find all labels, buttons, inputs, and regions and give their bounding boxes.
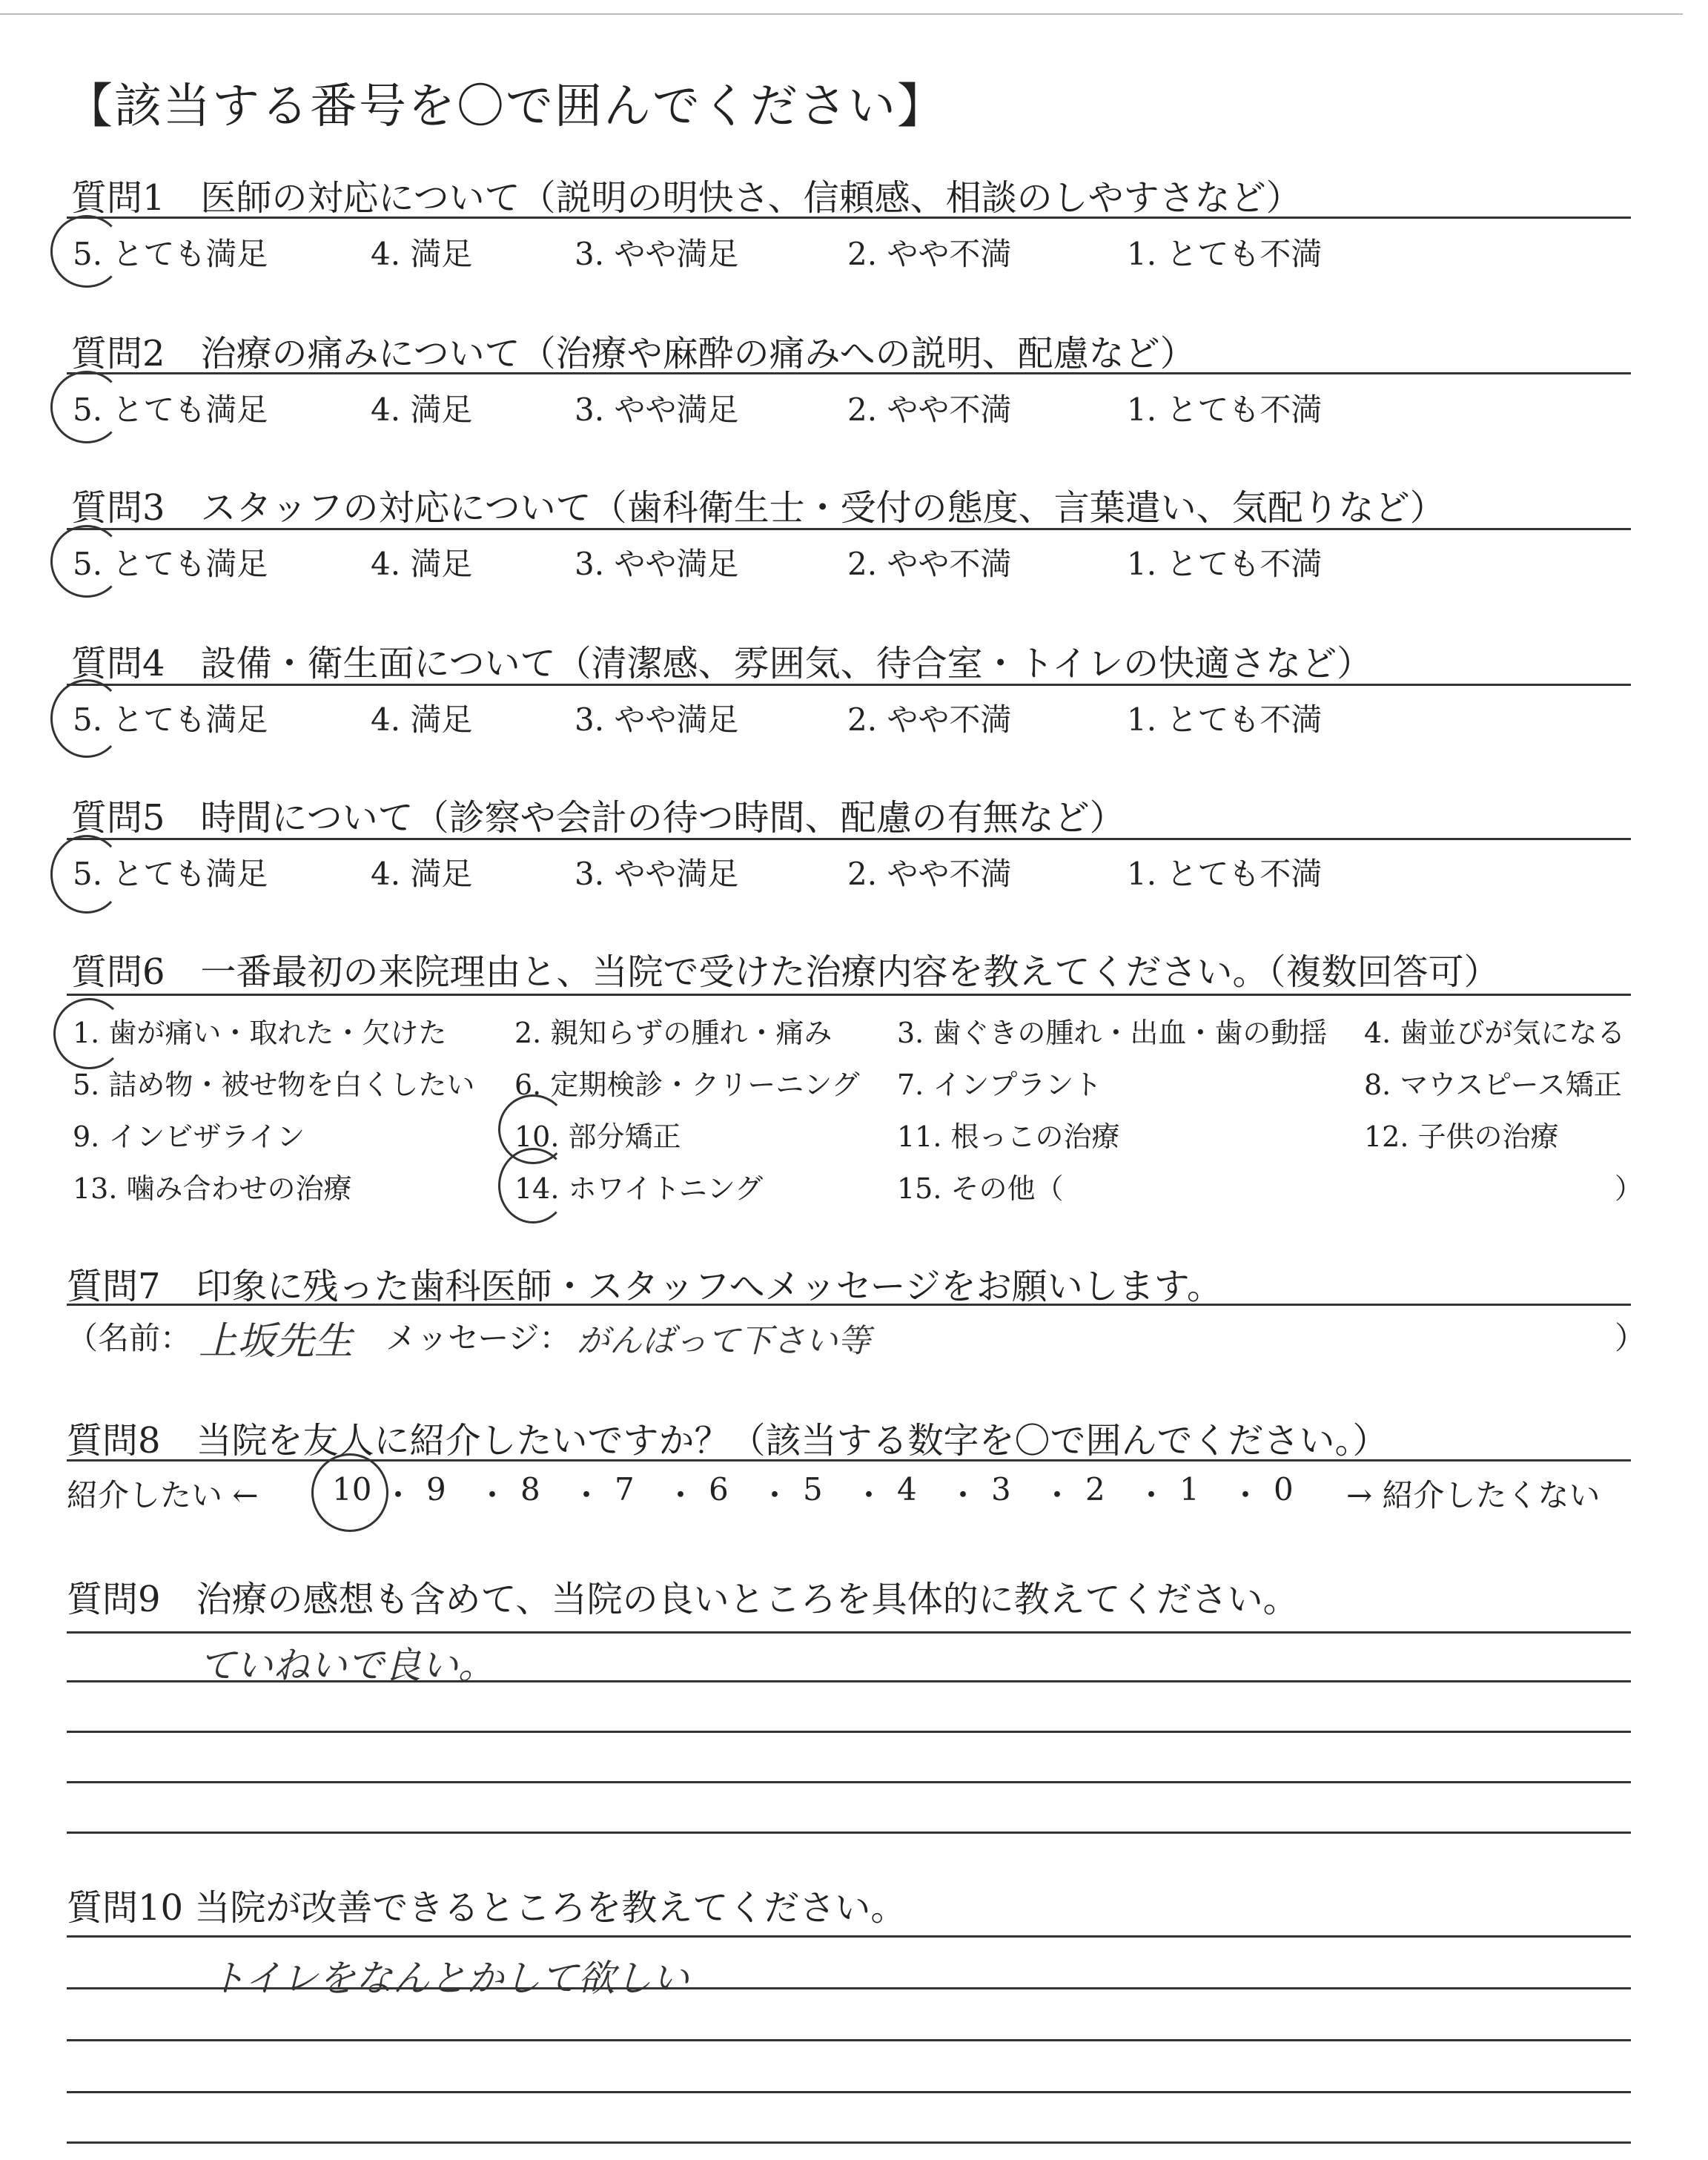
q1-option-1[interactable]: 1. とても不満: [1127, 236, 1323, 272]
q7-name-prefix: （名前：: [67, 1320, 192, 1356]
q8-scale-separator: ・: [665, 1477, 697, 1513]
question-7-label: 質問7 印象に残った歯科医師・スタッフへメッセージをお願いします。: [67, 1266, 1222, 1307]
q6-option-15[interactable]: 15. その他（: [897, 1172, 1064, 1205]
q6-option-12[interactable]: 12. 子供の治療: [1364, 1120, 1559, 1153]
q9-answer[interactable]: ていねいで良い。: [199, 1644, 495, 1687]
q8-left-label: 紹介したい ←: [67, 1477, 259, 1513]
q7-close-paren: ）: [1615, 1320, 1646, 1356]
question-4-label: 質問4 設備・衛生面について（清潔感、雰囲気、待合室・トイレの快適さなど）: [71, 643, 1373, 684]
question-8-label: 質問8 当院を友人に紹介したいですか？（該当する数字を〇で囲んでください。）: [67, 1420, 1388, 1462]
q4-option-2[interactable]: 2. やや不満: [847, 701, 1012, 738]
q8-scale-separator: ・: [1230, 1477, 1262, 1513]
q6-option-14[interactable]: 14. ホワイトニング: [514, 1172, 764, 1205]
page-title: 【該当する番号を〇で囲んでください】: [65, 79, 946, 134]
q8-scale-0[interactable]: 0: [1274, 1471, 1294, 1507]
q5-option-1[interactable]: 1. とても不満: [1127, 856, 1323, 892]
q7-message-prefix: メッセージ：: [385, 1320, 571, 1356]
q1-option-2[interactable]: 2. やや不満: [847, 236, 1012, 272]
q8-scale-5[interactable]: 5: [803, 1471, 823, 1507]
q2-option-2[interactable]: 2. やや不満: [847, 392, 1012, 428]
q8-scale-6[interactable]: 6: [709, 1471, 729, 1507]
q8-scale-separator: ・: [947, 1477, 979, 1513]
q6-option-3[interactable]: 3. 歯ぐきの腫れ・出血・歯の動揺: [897, 1017, 1328, 1049]
question-3-label: 質問3 スタッフの対応について（歯科衛生士・受付の態度、言葉遣い、気配りなど）: [71, 487, 1446, 529]
q2-option-5[interactable]: 5. とても満足: [73, 392, 268, 428]
q10-line-4: [67, 2091, 1631, 2093]
q1-selection-circle: [50, 215, 123, 288]
q4-selection-circle: [50, 679, 123, 758]
q8-scale-4[interactable]: 4: [897, 1471, 917, 1507]
q8-scale-2[interactable]: 2: [1085, 1471, 1105, 1507]
q8-scale-8[interactable]: 8: [520, 1471, 540, 1507]
question-5-label: 質問5 時間について（診察や会計の待つ時間、配慮の有無など）: [71, 797, 1125, 839]
q10-line-1: [67, 1935, 1631, 1938]
q6-option-2[interactable]: 2. 親知らずの腫れ・痛み: [514, 1017, 833, 1049]
question-3-rule: [67, 528, 1631, 530]
q3-option-1[interactable]: 1. とても不満: [1127, 546, 1323, 582]
q8-selection-circle: [311, 1453, 388, 1532]
q3-option-2[interactable]: 2. やや不満: [847, 546, 1012, 582]
question-1-rule: [67, 217, 1631, 219]
q8-scale-separator: ・: [383, 1477, 414, 1513]
q10-line-5: [67, 2141, 1631, 2144]
q6-option-9[interactable]: 9. インビザライン: [73, 1120, 305, 1153]
q8-scale-separator: ・: [571, 1477, 603, 1513]
q9-line-3: [67, 1731, 1631, 1733]
q2-option-4[interactable]: 4. 満足: [371, 392, 473, 428]
q2-option-3[interactable]: 3. やや満足: [575, 392, 739, 428]
q1-option-3[interactable]: 3. やや満足: [575, 236, 739, 272]
q5-option-5[interactable]: 5. とても満足: [73, 856, 268, 892]
q8-scale-3[interactable]: 3: [991, 1471, 1011, 1507]
q9-line-4: [67, 1781, 1631, 1783]
q1-option-4[interactable]: 4. 満足: [371, 236, 473, 272]
q10-line-3: [67, 2039, 1631, 2041]
q6-selection-circle-14: [498, 1148, 568, 1223]
q5-option-4[interactable]: 4. 満足: [371, 856, 473, 892]
q6-option-15-close: ）: [1615, 1172, 1644, 1205]
question-8-rule: [67, 1459, 1631, 1462]
question-2-rule: [67, 372, 1631, 374]
q6-option-4[interactable]: 4. 歯並びが気になる: [1364, 1017, 1626, 1049]
q4-option-3[interactable]: 3. やや満足: [575, 701, 739, 738]
q4-option-5[interactable]: 5. とても満足: [73, 701, 268, 738]
question-10-label: 質問10 当院が改善できるところを教えてください。: [67, 1887, 907, 1929]
q7-name-value[interactable]: 上坂先生: [199, 1319, 354, 1364]
q5-option-2[interactable]: 2. やや不満: [847, 856, 1012, 892]
q8-scale-separator: ・: [1136, 1477, 1168, 1513]
q6-option-7[interactable]: 7. インプラント: [897, 1069, 1102, 1101]
q8-scale-separator: ・: [853, 1477, 885, 1513]
q4-option-4[interactable]: 4. 満足: [371, 701, 473, 738]
question-1-label: 質問1 医師の対応について（説明の明快さ、信頼感、相談のしやすさなど）: [71, 177, 1302, 219]
q6-option-13[interactable]: 13. 噛み合わせの治療: [73, 1172, 352, 1205]
q6-option-1[interactable]: 1. 歯が痛い・取れた・欠けた: [73, 1017, 447, 1049]
q8-right-label: → 紹介したくない: [1346, 1477, 1601, 1513]
q1-option-5[interactable]: 5. とても満足: [73, 236, 268, 272]
q5-option-3[interactable]: 3. やや満足: [575, 856, 739, 892]
q9-line-1: [67, 1631, 1631, 1634]
q4-option-1[interactable]: 1. とても不満: [1127, 701, 1323, 738]
q8-scale-1[interactable]: 1: [1179, 1471, 1199, 1507]
q8-scale-separator: ・: [1042, 1477, 1073, 1513]
q8-scale-9[interactable]: 9: [426, 1471, 446, 1507]
q9-line-5: [67, 1832, 1631, 1834]
q8-scale-7[interactable]: 7: [615, 1471, 635, 1507]
question-2-label: 質問2 治療の痛みについて（治療や麻酔の痛みへの説明、配慮など）: [71, 333, 1196, 374]
q8-scale-separator: ・: [759, 1477, 791, 1513]
question-6-label: 質問6 一番最初の来院理由と、当院で受けた治療内容を教えてください。（複数回答可）: [71, 951, 1500, 993]
q6-option-5[interactable]: 5. 詰め物・被せ物を白くしたい: [73, 1069, 475, 1101]
q2-selection-circle: [50, 371, 123, 443]
q5-selection-circle: [50, 835, 123, 914]
q3-option-4[interactable]: 4. 満足: [371, 546, 473, 582]
question-6-rule: [67, 994, 1631, 996]
q10-line-2: [67, 1987, 1631, 1989]
q6-option-8[interactable]: 8. マウスピース矯正: [1364, 1069, 1622, 1101]
q6-option-11[interactable]: 11. 根っこの治療: [897, 1120, 1120, 1153]
q10-answer[interactable]: トイレをなんとかして欲しい: [209, 1957, 689, 2000]
q6-selection-circle-1: [53, 998, 125, 1069]
question-9-label: 質問9 治療の感想も含めて、当院の良いところを具体的に教えてください。: [67, 1579, 1299, 1620]
scan-edge: [0, 13, 1683, 15]
q3-option-3[interactable]: 3. やや満足: [575, 546, 739, 582]
question-4-rule: [67, 684, 1631, 686]
q8-scale-10[interactable]: 10: [332, 1471, 372, 1507]
question-5-rule: [67, 838, 1631, 840]
q6-option-6[interactable]: 6. 定期検診・クリーニング: [514, 1069, 860, 1101]
q2-option-1[interactable]: 1. とても不満: [1127, 392, 1323, 428]
q3-selection-circle: [50, 525, 123, 598]
q3-option-5[interactable]: 5. とても満足: [73, 546, 268, 582]
q6-option-10[interactable]: 10. 部分矯正: [514, 1120, 681, 1153]
q9-line-2: [67, 1680, 1631, 1682]
q8-scale-separator: ・: [477, 1477, 509, 1513]
q7-message-value[interactable]: がんばって下さい等: [577, 1322, 870, 1360]
question-7-rule: [67, 1304, 1631, 1306]
